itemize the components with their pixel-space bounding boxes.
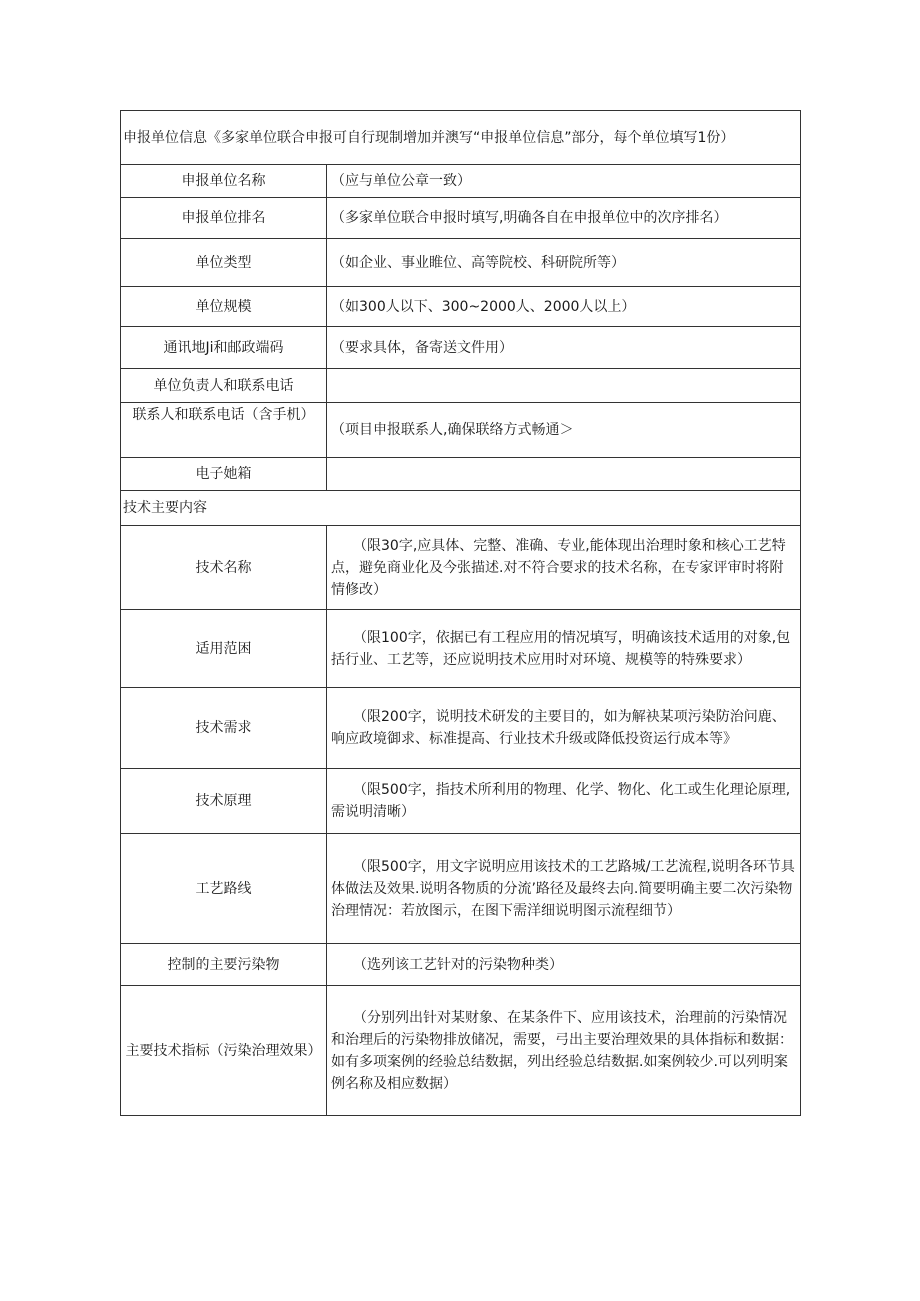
table-row [121,198,801,239]
tech-section-header-row [121,491,801,526]
table-row [121,287,801,327]
field-label: 申报单位名称 [121,165,327,198]
field-label: 联系人和联系电话（含手机） [121,403,327,458]
table-row [121,688,801,769]
field-label: 申报单位排名 [121,198,327,239]
table-row [121,239,801,287]
table-row [121,986,801,1116]
field-label: 控制的主要污染物 [121,944,327,986]
field-value[interactable]: （项目申报联系人,确保联络方式畅通＞ [327,403,801,458]
field-label: 工艺路线 [121,834,327,944]
table-row [121,403,801,458]
field-value[interactable]: （选列该工艺针对的污染物种类） [327,944,801,986]
table-row [121,458,801,491]
field-value[interactable]: （限200字，说明技术研发的主要目的，如为解袂某项污染防治问鹿、响应政境御求、标准提高、行业技术升级或降低投资运行成本等》 [327,688,801,769]
field-label: 技术名称 [121,526,327,610]
field-label: 技术需求 [121,688,327,769]
field-label: 电子她箱 [121,458,327,491]
field-label: 单位规模 [121,287,327,327]
table-row [121,369,801,403]
field-value[interactable]: （要求具体，备寄送文件用） [327,327,801,369]
tech-section-header: 技术主要内容 [121,491,801,526]
field-value[interactable]: （限500字，指技术所利用的物理、化学、物化、化工或生化理论原理,需说明清晰） [327,769,801,834]
field-label: 单位类型 [121,239,327,287]
table-row [121,834,801,944]
table-row [121,610,801,688]
field-value[interactable]: （应与单位公章一致） [327,165,801,198]
field-value[interactable]: （限100字，依据已有工程应用的情况填写，明确该技术适用的对象,包括行业、工艺等，还应说明技术应用时对环境、规模等的特殊要求） [327,610,801,688]
table-row [121,944,801,986]
table-row [121,769,801,834]
field-value[interactable]: （如企业、事业睢位、高等院校、科研院所等） [327,239,801,287]
application-form-table [120,110,801,1116]
field-label: 主要技术指标（污染治理效果） [121,986,327,1116]
field-value[interactable]: （限500字，用文字说明应用该技术的工艺路城/工艺流程,说明各环节具体做法及效果.说明各物质的分流’路径及最终去向.简要明确主要二次污染物治理情况：若放图示，在图下需洋细说明图示流程细节） [327,834,801,944]
applicant-section-header-row [121,111,801,165]
field-label: 单位负责人和联系电话 [121,369,327,403]
field-label: 技术原理 [121,769,327,834]
field-value[interactable]: （分别列出针对某财象、在某条件下、应用该技术，治理前的污染情况和治理后的污染物排放储况，需要，弓出主要治理效果的具体指标和数据：如有多项案例的经验总结数据，列出经验总结数据.如案例较少.可以列明案例名称及相应数据） [327,986,801,1116]
applicant-section-header: 申报单位信息《多家单位联合申报可自行现制增加并澳写“申报单位信息”部分，每个单位填写1份） [121,111,801,165]
field-label: 通讯地Ji和邮政端码 [121,327,327,369]
field-value[interactable] [327,369,801,403]
field-value[interactable]: （限30字,应具体、完整、准确、专业,能体现出治理时象和核心工艺特点，避免商业化及今张描述.对不符合要求的技术名称，在专家评审时将附情修改） [327,526,801,610]
table-row [121,327,801,369]
table-row [121,165,801,198]
field-value[interactable] [327,458,801,491]
field-label: 适用范困 [121,610,327,688]
table-row [121,526,801,610]
field-value[interactable]: （如300人以下、300~2000人、2000人以上） [327,287,801,327]
field-value[interactable]: （多家单位联合申报时填写,明确各自在申报单位中的次序排名） [327,198,801,239]
